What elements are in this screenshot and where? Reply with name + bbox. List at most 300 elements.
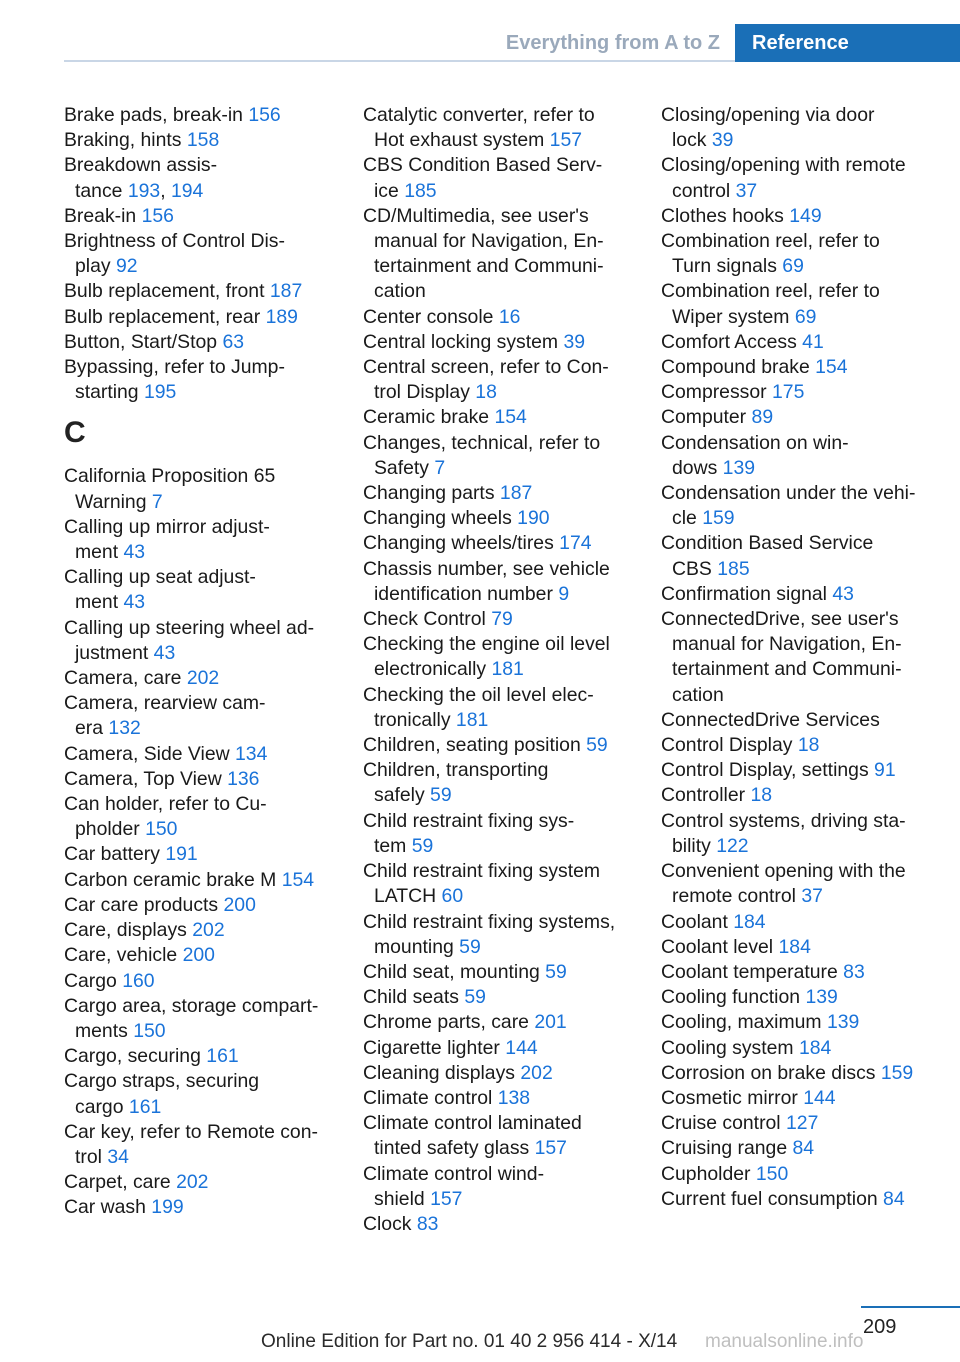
entry-text: Control systems, driving sta- <box>661 809 906 832</box>
entry-text: Children, transporting <box>363 759 549 782</box>
entry-text: manual for Navigation, En- <box>374 230 604 253</box>
page-link[interactable]: 150 <box>755 1162 789 1185</box>
index-entry <box>363 1111 655 1161</box>
entry-text: Closing/opening with remote <box>661 154 906 177</box>
index-entry <box>661 380 953 405</box>
page-link[interactable]: 127 <box>786 1112 819 1135</box>
entry-text: Check Control <box>363 608 492 631</box>
page-link[interactable]: 202 <box>520 1061 553 1084</box>
page-link[interactable]: 91 <box>874 759 896 782</box>
index-entry <box>64 305 349 330</box>
entry-text: Computer <box>661 406 752 429</box>
index-entry <box>661 204 953 229</box>
entry-text: Controller <box>661 784 751 807</box>
entry-text: Child restraint fixing systems, <box>363 910 616 933</box>
page-link[interactable]: 161 <box>206 1045 239 1068</box>
index-entry <box>661 758 953 783</box>
entry-text: trol Display <box>374 381 476 404</box>
index-entry <box>64 1120 349 1170</box>
entry-text: Convenient opening with the <box>661 860 906 883</box>
index-entry <box>363 859 655 909</box>
entry-text: ice <box>374 179 405 202</box>
index-entry <box>661 481 953 531</box>
entry-text: Cleaning displays <box>363 1061 521 1084</box>
index-entry <box>661 153 953 203</box>
index-column-3 <box>661 103 953 1212</box>
index-entry <box>64 515 349 565</box>
page-link[interactable]: 201 <box>534 1011 567 1034</box>
page-link[interactable]: 69 <box>782 255 804 278</box>
page-link[interactable]: 184 <box>798 1036 832 1059</box>
page-link[interactable]: 59 <box>430 784 452 807</box>
entry-text: Camera, care <box>64 667 187 690</box>
page-link[interactable]: 37 <box>801 885 823 908</box>
entry-text: Cooling function <box>661 986 806 1009</box>
page-link[interactable]: 59 <box>411 834 434 857</box>
index-entry <box>64 918 349 943</box>
entry-text: Calling up mirror adjust- <box>64 515 270 538</box>
page-link[interactable]: 122 <box>716 834 749 857</box>
index-entry <box>661 985 953 1010</box>
index-entry <box>64 994 349 1044</box>
entry-text: Climate control laminated <box>363 1112 582 1135</box>
entry-text: Comfort Access <box>661 330 803 353</box>
entry-text: Changing wheels <box>363 507 518 530</box>
entry-text: Cooling system <box>661 1036 799 1059</box>
entry-text: Center console <box>363 305 499 328</box>
page-link[interactable]: 200 <box>223 893 256 916</box>
entry-text: Cruise control <box>661 1112 787 1135</box>
page-link[interactable]: 84 <box>792 1137 815 1160</box>
page-link[interactable]: 18 <box>797 734 820 757</box>
index-entry <box>64 1069 349 1119</box>
entry-text: Checking the engine oil level <box>363 633 610 656</box>
entry-text: safely <box>374 784 431 807</box>
entry-text: Compressor <box>661 381 772 404</box>
entry-text: shield <box>374 1187 431 1210</box>
entry-text: Bulb replacement, front <box>64 280 270 303</box>
index-entry <box>64 666 349 691</box>
page-link[interactable]: 132 <box>108 717 141 740</box>
index-entry <box>363 1086 655 1111</box>
footer-edition-text: Online Edition for Part no. 01 40 2 956 414 - X/14 <box>261 1331 678 1352</box>
entry-text: Climate control <box>363 1086 498 1109</box>
index-entry <box>661 1036 953 1061</box>
entry-text: Car wash <box>64 1196 152 1219</box>
entry-text: Child restraint fixing system <box>363 860 601 883</box>
page-link[interactable]: 69 <box>794 305 817 328</box>
index-entry <box>363 910 655 960</box>
page-link[interactable]: 139 <box>805 986 838 1009</box>
index-entry <box>661 1061 953 1086</box>
page-link[interactable]: 92 <box>115 255 138 278</box>
entry-text: lock <box>672 129 712 152</box>
entry-text: Current fuel consumption <box>661 1187 884 1210</box>
index-entry <box>64 767 349 792</box>
entry-text: Bulb replacement, rear <box>64 305 266 328</box>
entry-text: Calling up steering wheel ad- <box>64 616 315 639</box>
page-link[interactable]: 158 <box>186 129 220 152</box>
page-link[interactable]: 7 <box>434 456 446 479</box>
index-entry <box>363 506 655 531</box>
entry-text: pholder <box>75 818 146 841</box>
page-number: 209 <box>863 1316 897 1338</box>
page-link[interactable]: 189 <box>265 305 298 328</box>
index-entry <box>363 557 655 607</box>
entry-text: cle <box>672 507 703 530</box>
page-link[interactable]: 134 <box>235 742 268 765</box>
page-link[interactable]: 144 <box>505 1036 538 1059</box>
index-entry <box>64 128 349 153</box>
reference-tab: Reference <box>735 24 960 62</box>
index-entry <box>661 935 953 960</box>
index-entry <box>363 431 655 481</box>
page-link[interactable]: 200 <box>182 944 215 967</box>
entry-text: CBS <box>672 557 718 580</box>
entry-text: Care, vehicle <box>64 944 183 967</box>
page-link[interactable]: 154 <box>281 868 315 891</box>
entry-text: Child seats <box>363 986 465 1009</box>
page-link[interactable]: 157 <box>430 1187 463 1210</box>
page-link[interactable]: 159 <box>880 1061 914 1084</box>
page-link[interactable]: 139 <box>826 1011 860 1034</box>
page-link[interactable]: 34 <box>107 1145 129 1168</box>
page-link[interactable]: 79 <box>491 608 513 631</box>
page-link[interactable]: 175 <box>772 381 805 404</box>
page-link[interactable]: 18 <box>750 784 773 807</box>
entry-text: Central locking system <box>363 330 564 353</box>
index-entry <box>64 969 349 994</box>
entry-text: Condensation under the vehi- <box>661 482 916 505</box>
page-link[interactable]: 59 <box>586 734 608 757</box>
entry-text: cation <box>374 280 426 303</box>
index-entry <box>661 582 953 607</box>
index-entry <box>64 330 349 355</box>
index-entry <box>661 1010 953 1035</box>
entry-text: tertainment and Communi- <box>374 255 604 278</box>
entry-text: Car care products <box>64 893 224 916</box>
entry-text: Car battery <box>64 843 166 866</box>
watermark: manualsonline.info <box>705 1331 864 1352</box>
page-link[interactable]: 89 <box>751 406 774 429</box>
page-link[interactable]: 174 <box>559 532 592 555</box>
index-entry <box>363 683 655 733</box>
index-entry <box>64 279 349 304</box>
entry-text: ment <box>75 591 124 614</box>
entry-text: Bypassing, refer to Jump- <box>64 356 285 379</box>
page-link[interactable]: 18 <box>475 381 497 404</box>
entry-text: Brake pads, break-in <box>64 104 249 126</box>
page-link[interactable]: 37 <box>735 179 758 202</box>
index-entry <box>661 859 953 909</box>
page-link[interactable]: 139 <box>722 456 756 479</box>
entry-text: Turn signals <box>672 255 783 278</box>
page-link[interactable]: 43 <box>153 641 176 664</box>
entry-text: Breakdown assis- <box>64 154 218 177</box>
index-entry <box>64 1170 349 1195</box>
index-entry <box>363 481 655 506</box>
entry-text: Camera, Side View <box>64 742 236 765</box>
entry-text: Central screen, refer to Con- <box>363 356 609 379</box>
entry-text: CD/Multimedia, see user's <box>363 204 589 227</box>
page-link[interactable]: 199 <box>151 1196 184 1219</box>
index-entry <box>661 733 953 758</box>
entry-text: Care, displays <box>64 919 193 942</box>
index-entry <box>64 943 349 968</box>
entry-text: Braking, hints <box>64 129 187 152</box>
entry-text: Condition Based Service <box>661 532 874 555</box>
index-entry <box>363 809 655 859</box>
page-link[interactable]: 185 <box>404 179 437 202</box>
page-link[interactable]: 149 <box>789 204 822 227</box>
index-entry <box>661 809 953 859</box>
index-entry <box>661 960 953 985</box>
entry-text: Camera, Top View <box>64 767 228 790</box>
index-entry <box>661 431 953 481</box>
index-entry <box>363 103 655 153</box>
entry-text: Chassis number, see vehicle <box>363 557 610 580</box>
entry-text: CBS Condition Based Serv- <box>363 154 603 177</box>
index-entry <box>363 1036 655 1061</box>
page-link[interactable]: 60 <box>441 885 464 908</box>
page-link[interactable]: 187 <box>499 482 533 505</box>
page-link[interactable]: 16 <box>498 305 521 328</box>
index-entry <box>363 153 655 203</box>
index-entry <box>363 960 655 985</box>
index-entry <box>661 103 953 153</box>
entry-text: justment <box>75 641 154 664</box>
entry-text: Calling up seat adjust- <box>64 566 256 589</box>
page-link[interactable]: 193 <box>127 179 161 202</box>
index-entry <box>661 229 953 279</box>
page-link[interactable]: 41 <box>802 330 824 353</box>
entry-text: Cigarette lighter <box>363 1036 506 1059</box>
page-link[interactable]: 194 <box>170 179 204 202</box>
entry-text: bility <box>672 834 717 857</box>
index-entry <box>363 1061 655 1086</box>
index-entry <box>64 229 349 279</box>
index-entry <box>64 1044 349 1069</box>
entry-text: Carpet, care <box>64 1171 177 1194</box>
index-entry <box>64 355 349 405</box>
page-link[interactable]: 154 <box>815 356 848 379</box>
page-link[interactable]: 39 <box>711 129 734 152</box>
entry-text: Changing wheels/tires <box>363 532 560 555</box>
page-link[interactable]: 191 <box>165 843 198 866</box>
page-link[interactable]: 202 <box>192 919 225 942</box>
index-entry <box>661 607 953 708</box>
entry-text: Break-in <box>64 204 142 227</box>
entry-text: Checking the oil level elec- <box>363 683 594 706</box>
entry-text: Warning <box>75 490 152 513</box>
index-entry <box>64 616 349 666</box>
entry-text: Compound brake <box>661 356 816 379</box>
page-link[interactable]: 144 <box>803 1086 836 1109</box>
entry-text: Cargo straps, securing <box>64 1070 260 1093</box>
index-entry <box>363 1162 655 1212</box>
entry-text: manual for Navigation, En- <box>672 633 902 656</box>
page-link[interactable]: 39 <box>563 330 586 353</box>
page-link[interactable]: 185 <box>717 557 750 580</box>
entry-text: Child restraint fixing sys- <box>363 809 575 832</box>
entry-text: Changing parts <box>363 482 500 505</box>
entry-text: Children, seating position <box>363 734 587 757</box>
entry-text: Coolant level <box>661 935 779 958</box>
entry-text: Ceramic brake <box>363 406 495 429</box>
index-entry <box>64 742 349 767</box>
page-link[interactable]: 150 <box>145 818 178 841</box>
page-link[interactable]: 202 <box>186 667 220 690</box>
page-link[interactable]: 43 <box>832 582 854 605</box>
page-link[interactable]: 181 <box>491 658 524 681</box>
index-entry <box>64 893 349 918</box>
entry-text: tronically <box>374 708 456 731</box>
section-letter: C <box>64 416 86 450</box>
index-entry <box>363 355 655 405</box>
index-entry <box>661 1111 953 1136</box>
index-column-1 <box>64 103 349 1221</box>
page-link[interactable]: 59 <box>545 960 567 983</box>
index-entry <box>363 1010 655 1035</box>
entry-text: Coolant <box>661 910 734 933</box>
entry-text: electronically <box>374 658 492 681</box>
page-link[interactable]: 161 <box>128 1095 162 1118</box>
index-entry <box>64 868 349 893</box>
entry-text: era <box>75 717 109 740</box>
page-link[interactable]: 184 <box>733 910 766 933</box>
index-entry <box>363 758 655 808</box>
index-entry <box>363 204 655 305</box>
page-link[interactable]: 195 <box>143 381 177 404</box>
entry-text: tinted safety glass <box>374 1137 535 1160</box>
page-link[interactable]: 187 <box>269 280 303 303</box>
page-link[interactable]: 156 <box>141 204 174 227</box>
page-link[interactable]: 159 <box>702 507 735 530</box>
entry-text: Combination reel, refer to <box>661 230 880 253</box>
entry-text: Corrosion on brake discs <box>661 1061 881 1084</box>
index-entry <box>661 355 953 380</box>
index-entry <box>64 103 349 128</box>
index-entry <box>661 1086 953 1111</box>
entry-text: Cosmetic mirror <box>661 1086 804 1109</box>
entry-text: Wiper system <box>672 305 795 328</box>
index-entry <box>363 607 655 632</box>
page-link[interactable]: 181 <box>455 708 489 731</box>
entry-text: ments <box>75 1019 134 1042</box>
index-column-2 <box>363 103 655 1237</box>
entry-text: mounting <box>374 935 460 958</box>
index-entry <box>661 1187 953 1212</box>
index-entry <box>64 691 349 741</box>
entry-text: Combination reel, refer to <box>661 280 880 303</box>
page-link[interactable]: 84 <box>883 1187 905 1210</box>
entry-text: Hot exhaust system <box>374 129 550 152</box>
entry-text: cargo <box>75 1095 129 1118</box>
page-link[interactable]: 157 <box>549 129 583 152</box>
entry-text: Chrome parts, care <box>363 1011 535 1034</box>
entry-text: Car key, refer to Remote con- <box>64 1120 318 1143</box>
entry-text: tance <box>75 179 128 202</box>
index-entry <box>661 405 953 430</box>
entry-text: Control Display <box>661 734 798 757</box>
index-entry <box>661 1162 953 1187</box>
entry-text: dows <box>672 456 723 479</box>
page-link[interactable]: 157 <box>534 1137 567 1160</box>
entry-text: Camera, rearview cam- <box>64 692 266 715</box>
page-link[interactable]: 59 <box>459 935 481 958</box>
index-entry <box>64 842 349 867</box>
page-link[interactable]: 63 <box>222 330 245 353</box>
page-link[interactable]: 160 <box>122 969 155 992</box>
page-link[interactable]: 136 <box>227 767 260 790</box>
index-entry <box>64 204 349 229</box>
page-link[interactable]: 154 <box>494 406 527 429</box>
page-link[interactable]: 138 <box>497 1086 531 1109</box>
entry-text: tertainment and Communi- <box>672 658 902 681</box>
entry-text: Cargo area, storage compart- <box>64 994 319 1017</box>
entry-text: Cargo <box>64 969 123 992</box>
entry-text: Brightness of Control Dis- <box>64 230 285 253</box>
entry-text: trol <box>75 1145 108 1168</box>
entry-text: Clothes hooks <box>661 204 790 227</box>
page-link[interactable]: 83 <box>843 960 865 983</box>
entry-text: Can holder, refer to Cu- <box>64 793 267 816</box>
entry-text: Condensation on win- <box>661 431 849 454</box>
entry-text: Carbon ceramic brake M <box>64 868 282 891</box>
entry-text: Clock <box>363 1212 417 1235</box>
index-entry <box>363 1212 655 1237</box>
entry-text: ConnectedDrive Services <box>661 708 880 731</box>
entry-text: Coolant temperature <box>661 960 844 983</box>
page-link[interactable]: 7 <box>151 490 163 513</box>
entry-text: Confirmation signal <box>661 582 833 605</box>
page-link[interactable]: 83 <box>416 1212 439 1235</box>
entry-text: Button, Start/Stop <box>64 330 223 353</box>
index-entry <box>661 783 953 808</box>
page-link[interactable]: 59 <box>464 986 486 1009</box>
index-entry <box>661 330 953 355</box>
entry-text: Child seat, mounting <box>363 960 546 983</box>
index-entry <box>363 405 655 430</box>
index-entry <box>363 305 655 330</box>
entry-text: cation <box>672 683 724 706</box>
index-entry <box>363 985 655 1010</box>
entry-text: control <box>672 179 736 202</box>
index-entry <box>64 1195 349 1220</box>
entry-text: ment <box>75 541 124 564</box>
page-link[interactable]: 43 <box>123 541 146 564</box>
page-link[interactable]: 43 <box>123 591 146 614</box>
entry-text: California Proposition 65 <box>64 465 276 488</box>
page-link[interactable]: 9 <box>558 582 570 605</box>
entry-text: ConnectedDrive, see user's <box>661 608 899 631</box>
page-link[interactable]: 184 <box>778 935 811 958</box>
index-entry <box>64 792 349 842</box>
entry-text: Cargo, securing <box>64 1045 207 1068</box>
entry-text: starting <box>75 381 144 404</box>
page-link[interactable]: 150 <box>133 1019 166 1042</box>
entry-text: tem <box>374 834 412 857</box>
index-entry <box>363 632 655 682</box>
entry-text: play <box>75 255 116 278</box>
entry-text: Safety <box>374 456 435 479</box>
page-link[interactable]: 190 <box>517 507 550 530</box>
page-link[interactable]: 156 <box>248 104 281 126</box>
index-entry <box>661 531 953 581</box>
entry-text: Closing/opening via door <box>661 104 875 126</box>
page-link[interactable]: 202 <box>176 1171 209 1194</box>
index-entry <box>363 531 655 556</box>
